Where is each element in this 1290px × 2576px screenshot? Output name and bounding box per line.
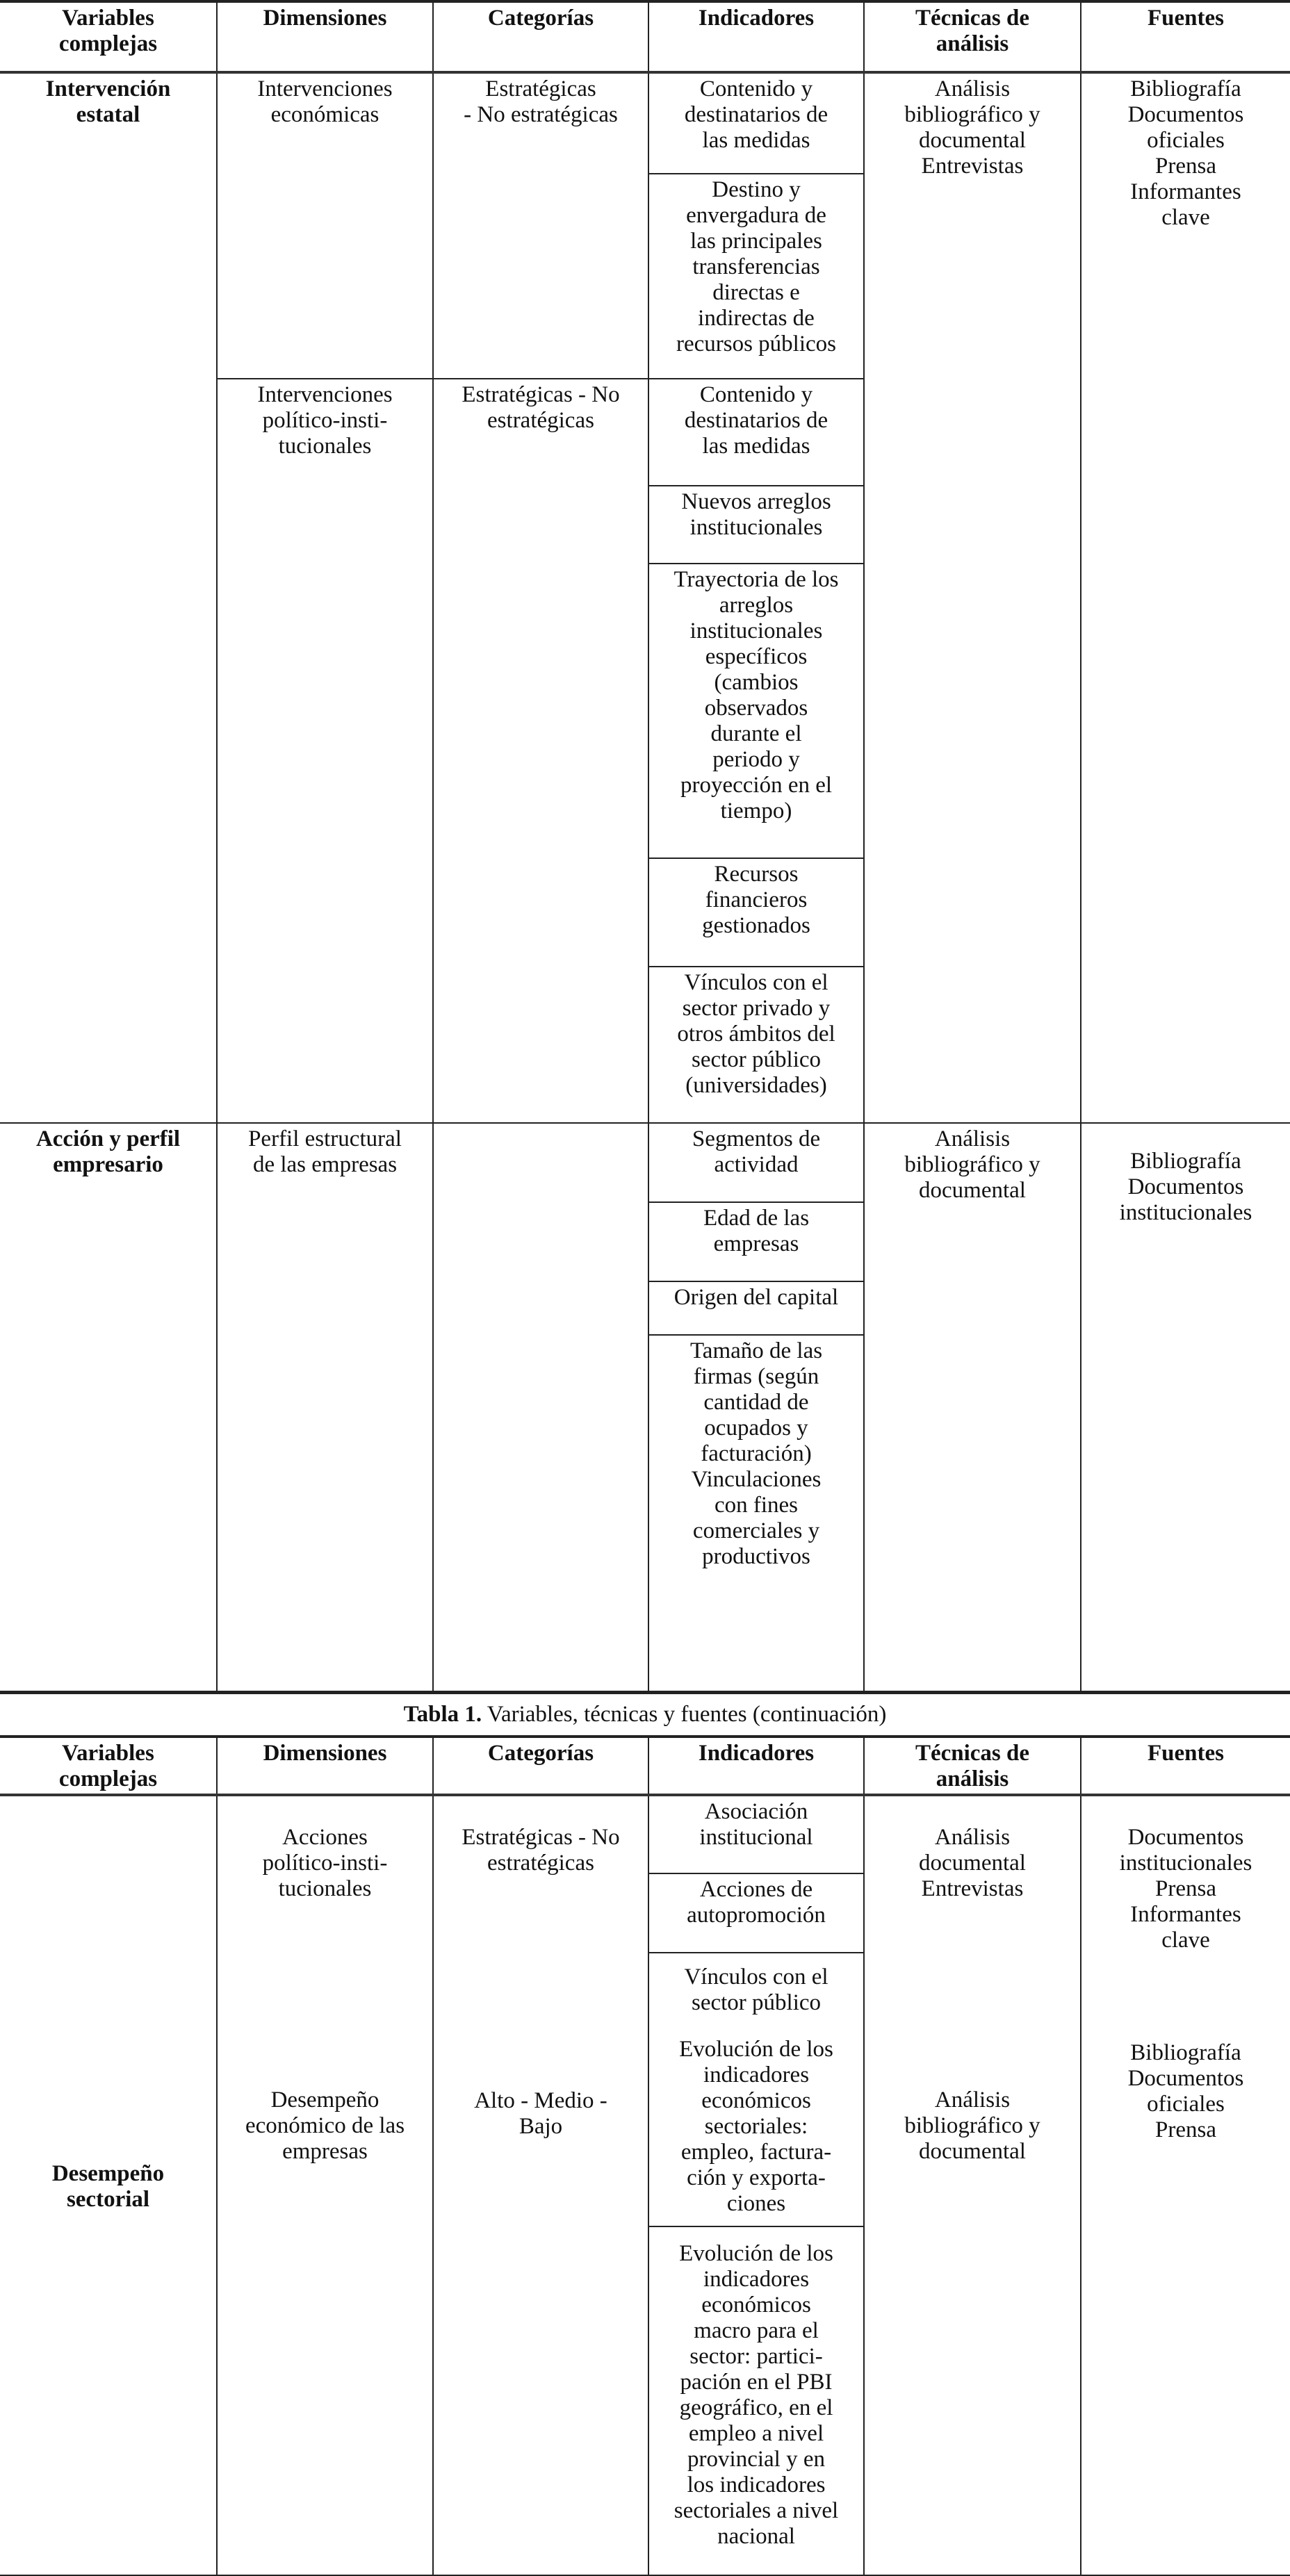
caption-text: Variables, técnicas y fuentes (continuación) — [482, 1702, 887, 1727]
indicator-cell: Nuevos arreglos institucionales — [648, 486, 864, 564]
indicator-cell: Edad de las empresas — [648, 1202, 864, 1281]
indicator-cell: Evolución de los indicadores económicos sectoriales: empleo, factura- ción y exporta- ciones — [648, 2034, 864, 2226]
variable-cell: Desempeño sectorial — [0, 1795, 217, 2575]
indicator-cell: Evolución de los indicadores económicos macro para el sector: partici- pación en el PBI geográfico, en el empleo a nivel provincial y en los indicadores sectoriales a nivel nacional — [648, 2226, 864, 2575]
category-cell: Estratégicas - No estratégicas — [433, 379, 648, 1123]
source-cell — [1081, 1795, 1290, 2575]
category-alto-medio-bajo: Alto - Medio - Bajo — [474, 2088, 607, 2139]
sources-bibliografia: Bibliografía Documentos oficiales Prensa — [1127, 2040, 1244, 2142]
indicator-cell: Segmentos de actividad — [648, 1123, 864, 1202]
source-cell: Bibliografía Documentos oficiales Prensa Informantes clave — [1081, 72, 1290, 1123]
variable-cell: Acción y perfil empresario — [0, 1123, 217, 1691]
header-tecnicas: Técnicas de análisis — [864, 1, 1081, 72]
category-estrategicas: Estratégicas - No estratégicas — [462, 1825, 620, 1876]
technique-documental: Análisis documental Entrevistas — [919, 1825, 1026, 1901]
dimension-cell: Intervenciones económicas — [217, 72, 433, 379]
caption-label: Tabla 1. — [403, 1702, 482, 1727]
indicator-cell: Trayectoria de los arreglos institucionales específicos (cambios observados durante el periodo y proyección en el tiempo) — [648, 564, 864, 858]
indicator-cell: Vínculos con el sector privado y otros ámbitos del sector público (universidades) — [648, 967, 864, 1123]
header-variables: Variables complejas — [0, 1, 217, 72]
header-fuentes: Fuentes — [1081, 1737, 1290, 1795]
header-row — [0, 1737, 1290, 1795]
indicator-cell: Contenido y destinatarios de las medidas — [648, 379, 864, 486]
table-row — [0, 1795, 1290, 1873]
source-cell: Bibliografía Documentos institucionales — [1081, 1123, 1290, 1691]
variable-cell: Intervención estatal — [0, 72, 217, 1123]
header-tecnicas: Técnicas de análisis — [864, 1737, 1081, 1795]
variables-table-continuation — [0, 1735, 1290, 2576]
indicator-cell: Acciones de autopromoción — [648, 1873, 864, 1953]
header-variables: Variables complejas — [0, 1737, 217, 1795]
technique-bibliografico: Análisis bibliográfico y documental — [904, 2087, 1040, 2164]
header-dimensiones: Dimensiones — [217, 1737, 433, 1795]
header-row — [0, 1, 1290, 72]
dimension-cell — [217, 1795, 433, 2575]
dimension-desempeno: Desempeño económico de las empresas — [245, 2087, 405, 2164]
dimension-acciones: Acciones político-insti- tucionales — [262, 1825, 388, 1901]
technique-cell: Análisis bibliográfico y documental — [864, 1123, 1081, 1691]
technique-cell: Análisis bibliográfico y documental Entrevistas — [864, 72, 1081, 1123]
header-indicadores: Indicadores — [648, 1737, 864, 1795]
header-dimensiones: Dimensiones — [217, 1, 433, 72]
category-cell — [433, 1795, 648, 2575]
category-cell — [433, 1123, 648, 1691]
header-categorias: Categorías — [433, 1737, 648, 1795]
table-row — [0, 1123, 1290, 1202]
technique-cell — [864, 1795, 1081, 2575]
indicator-cell: Recursos financieros gestionados — [648, 858, 864, 967]
table-caption — [0, 1692, 1290, 1735]
indicator-cell: Asociación institucional — [648, 1795, 864, 1873]
indicator-cell: Destino y envergadura de las principales transferencias directas e indirectas de recursos públicos — [648, 174, 864, 379]
category-cell: Estratégicas - No estratégicas — [433, 72, 648, 379]
table-row — [0, 72, 1290, 174]
header-indicadores: Indicadores — [648, 1, 864, 72]
indicator-cell: Origen del capital — [648, 1281, 864, 1335]
indicator-cell: Vínculos con el sector público — [648, 1953, 864, 2034]
dimension-cell: Perfil estructural de las empresas — [217, 1123, 433, 1691]
dimension-cell: Intervenciones político-insti- tucionales — [217, 379, 433, 1123]
indicator-cell: Contenido y destinatarios de las medidas — [648, 72, 864, 174]
indicator-cell: Tamaño de las firmas (según cantidad de ocupados y facturación) Vinculaciones con fines comerciales y productivos — [648, 1335, 864, 1691]
sources-institucionales: Documentos institucionales Prensa Informantes clave — [1119, 1825, 1252, 1953]
header-fuentes: Fuentes — [1081, 1, 1290, 72]
header-categorias: Categorías — [433, 1, 648, 72]
